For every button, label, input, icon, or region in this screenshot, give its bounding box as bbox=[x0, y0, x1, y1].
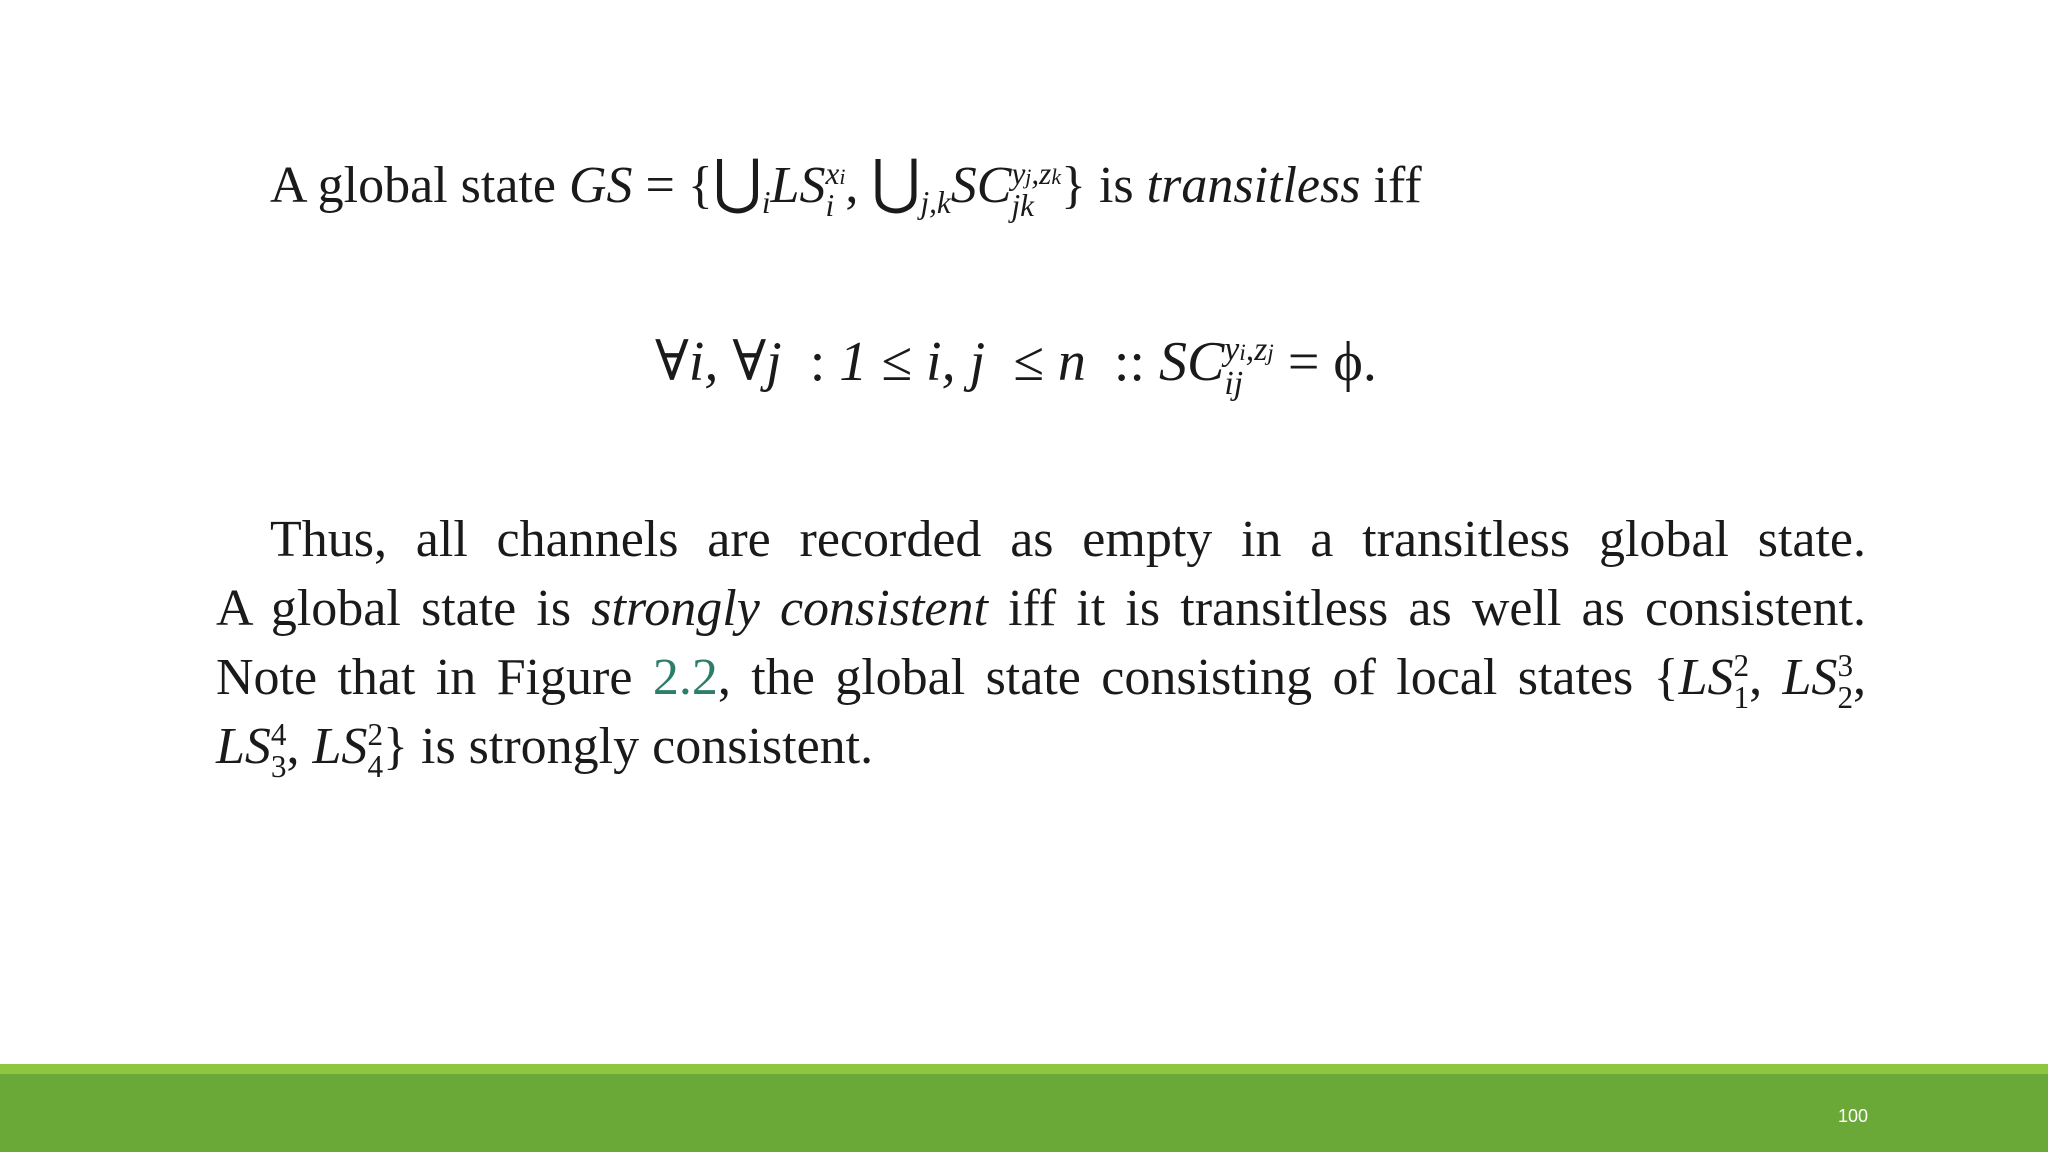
display-formula bbox=[655, 330, 1377, 402]
ls2-symbol: LS bbox=[1782, 649, 1838, 706]
gs-symbol: GS bbox=[568, 157, 633, 214]
paragraph-line-4 bbox=[216, 715, 1866, 784]
union-index-i: i bbox=[761, 184, 771, 220]
close-brace: } bbox=[383, 718, 408, 775]
ls-symbol: LS bbox=[770, 157, 826, 214]
footer-accent-bar bbox=[0, 1064, 2048, 1074]
ls4-sup: 2 bbox=[367, 717, 384, 753]
sc-indices bbox=[1011, 156, 1062, 223]
ls-sup-x: x bbox=[825, 156, 840, 192]
ls-indices bbox=[825, 156, 846, 223]
close-brace: } bbox=[1061, 157, 1086, 214]
line3-pre: Note that in Figure bbox=[216, 649, 633, 706]
sc-sup-z: z bbox=[1039, 156, 1052, 192]
is-word: is bbox=[1098, 157, 1134, 214]
ls-sup-sub-i: i bbox=[839, 165, 846, 190]
paragraph-line-1: Thus, all channels are recorded as empty in a transitless global state. bbox=[270, 511, 1866, 568]
line4-post: is strongly consistent. bbox=[421, 718, 874, 775]
sub-ij: ij bbox=[1224, 364, 1244, 402]
comma: , bbox=[845, 157, 859, 214]
ls1-indices bbox=[1733, 648, 1750, 715]
sup-comma: , bbox=[1245, 331, 1255, 369]
double-colon: :: bbox=[1113, 331, 1145, 393]
ls3-sub: 3 bbox=[270, 748, 287, 784]
ls3-symbol: LS bbox=[216, 718, 271, 775]
sep-2: , bbox=[1853, 649, 1867, 706]
equals-sign: = bbox=[645, 157, 675, 214]
sup-j: j bbox=[1267, 340, 1274, 367]
paragraph-line-2 bbox=[216, 577, 1866, 641]
ls2-sup: 3 bbox=[1837, 648, 1854, 684]
paragraph-line-3 bbox=[216, 646, 1867, 715]
ls2-indices bbox=[1837, 648, 1854, 715]
ls1-symbol: LS bbox=[1678, 649, 1734, 706]
ls1-sup: 2 bbox=[1733, 648, 1750, 684]
colon: : bbox=[809, 331, 826, 393]
line3-post: , the global state consisting of local states { bbox=[717, 649, 1679, 706]
union-symbol-2: ⋃ bbox=[871, 149, 921, 215]
sep-1: , bbox=[1749, 649, 1763, 706]
ls3-indices bbox=[270, 717, 287, 784]
union-index-jk: j,k bbox=[920, 184, 951, 220]
sc-symbol: SC bbox=[950, 157, 1012, 214]
ls4-sub: 4 bbox=[367, 748, 384, 784]
strongly-consistent-term: strongly consistent bbox=[591, 580, 988, 637]
sup-z: z bbox=[1254, 331, 1268, 369]
footer-bar bbox=[0, 1074, 2048, 1152]
figure-link[interactable]: 2.2 bbox=[652, 649, 718, 706]
sc-sup-k: k bbox=[1051, 165, 1062, 190]
sc-sup-y: y bbox=[1011, 156, 1026, 192]
iff-word: iff bbox=[1373, 157, 1422, 214]
equals-phi: = ϕ. bbox=[1287, 331, 1377, 393]
sc-sub-jk: jk bbox=[1011, 187, 1034, 223]
sc-indices bbox=[1224, 331, 1274, 402]
sc-sup-j: j bbox=[1025, 165, 1032, 190]
condition: 1 ≤ i, j ≤ n bbox=[839, 331, 1086, 393]
sc-symbol: SC bbox=[1159, 331, 1225, 393]
sup-y: y bbox=[1224, 331, 1240, 369]
union-symbol: ⋃ bbox=[712, 149, 762, 215]
forall-quantifiers: ∀i, ∀j bbox=[655, 331, 782, 393]
open-brace: { bbox=[687, 157, 713, 214]
page-number: 100 bbox=[1837, 1106, 1868, 1126]
sep-3: , bbox=[286, 718, 300, 775]
ls4-indices bbox=[367, 717, 384, 784]
ls4-symbol: LS bbox=[312, 718, 368, 775]
definition-line bbox=[270, 149, 1422, 223]
ls3-sup: 4 bbox=[270, 717, 287, 753]
definition-lead: A global state bbox=[270, 157, 556, 214]
transitless-term: transitless bbox=[1146, 157, 1361, 214]
sc-sup-comma: , bbox=[1031, 156, 1040, 192]
ls-sub-i: i bbox=[825, 187, 835, 223]
line2-pre: A global state is bbox=[216, 580, 572, 637]
sup-i: i bbox=[1239, 340, 1246, 367]
line2-post: iff it is transitless as well as consistent. bbox=[1008, 580, 1866, 637]
ls2-sub: 2 bbox=[1837, 679, 1854, 715]
ls1-sub: 1 bbox=[1733, 679, 1750, 715]
